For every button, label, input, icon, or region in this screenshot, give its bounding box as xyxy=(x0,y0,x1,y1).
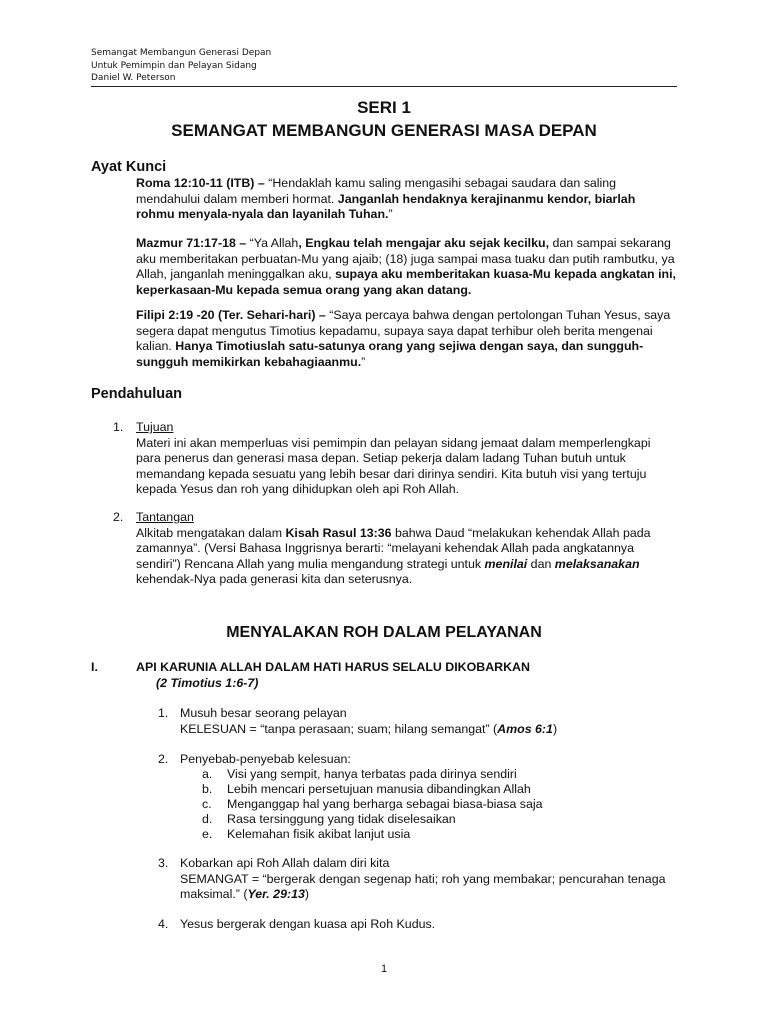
item-title: Tantangan xyxy=(136,510,194,524)
ayat-kunci-heading: Ayat Kunci xyxy=(91,159,167,175)
list-item-musuh: Musuh besar seorang pelayan KELESUAN = “tanpa perasaan; suam; hilang semangat” (Amos 6:1) xyxy=(180,706,558,736)
header-line-3: Daniel W. Peterson xyxy=(91,73,176,84)
list-number: 3. xyxy=(158,856,169,870)
list-number: 2. xyxy=(158,752,169,766)
list-item-tujuan xyxy=(136,420,676,498)
verse-mazmur: Mazmur 71:17-18 – “Ya Allah, Engkau telah mengajar aku sejak kecilku, dan sampai sekarang aku memberitakan perbuatan-Mu yang ajaib; (18) juga sampai masa tuaku dan putih rambutku, ya Allah, janganlah meninggalkan aku, supaya aku memberitakan kuasa-Mu kepada angkatan ini, keperkasaan-Mu kepada semua orang yang akan datang. xyxy=(136,236,676,297)
list-item-kobarkan: Kobarkan api Roh Allah dalam diri kita SEMANGAT = “bergerak dengan segenap hati; roh yang membakar; pencurahan tenaga maksimal.” (Yer. 29:13) xyxy=(180,856,666,901)
main-title: SEMANGAT MEMBANGUN GENERASI MASA DEPAN xyxy=(171,121,597,140)
pendahuluan-heading: Pendahuluan xyxy=(91,386,183,402)
list-number: 1. xyxy=(113,420,124,434)
header-line-1: Semangat Membangun Generasi Depan xyxy=(91,48,272,58)
sub-item: Kelemahan fisik akibat lanjut usia xyxy=(227,827,411,841)
roman-heading: API KARUNIA ALLAH DALAM HATI HARUS SELALU DIKOBARKAN (2 Timotius 1:6-7) xyxy=(136,660,530,690)
item-text: Materi ini akan memperluas visi pemimpin dan pelayan sidang jemaat dalam memperlengkapi para penerus dan generasi masa depan. Setiap pekerja dalam ladang Tuhan butuh untuk memandang kepada sesuatu yang lebih besar dari dirinya sendiri. Kita butuh visi yang tertuju kepada Yesus dan roh yang dihidupkan oleh api Roh Allah. xyxy=(136,435,651,496)
verse-filipi: Filipi 2:19 -20 (Ter. Sehari-hari) – “Saya percaya bahwa dengan pertolongan Tuhan Yesus, saya segera dapat mengutus Timotius kepadamu, supaya saya dapat terhibur oleh berita mengenai kalian. Hanya Timotiuslah satu-satunya orang yang sejiwa dengan saya, dan sungguh-sungguh memikirkan kebahagiaanmu.” xyxy=(136,308,671,369)
sub-item: Visi yang sempit, hanya terbatas pada dirinya sendiri xyxy=(227,767,517,781)
sub-letter: b. xyxy=(202,782,213,796)
list-item-tantangan xyxy=(136,510,676,588)
sub-letter: a. xyxy=(202,767,213,781)
header-rule xyxy=(91,86,677,87)
roman-numeral: I. xyxy=(91,660,98,674)
item-text: Alkitab mengatakan dalam Kisah Rasul 13:36 bahwa Daud “melakukan kehendak Allah pada zamannya”. (Versi Bahasa Inggrisnya berarti: “melayani kehendak Allah pada angkatannya sendiri”) Rencana Allah yang mulia mengandung strategi untuk menilai dan melaksanakan kehendak-Nya pada generasi kita dan seterusnya. xyxy=(136,525,651,586)
list-number: 1. xyxy=(158,706,169,720)
sub-letter: d. xyxy=(202,812,213,826)
sub-item: Rasa tersinggung yang tidak diselesaikan xyxy=(227,812,456,826)
sub-item: Menganggap hal yang berharga sebagai biasa-biasa saja xyxy=(227,797,543,811)
roman-ref: (2 Timotius 1:6-7) xyxy=(156,675,259,690)
series-title: SERI 1 xyxy=(357,98,411,117)
page-number: 1 xyxy=(380,963,388,975)
list-number: 2. xyxy=(113,510,124,524)
section-title: MENYALAKAN ROH DALAM PELAYANAN xyxy=(226,624,542,641)
sub-letter: e. xyxy=(202,827,213,841)
list-item-yesus: Yesus bergerak dengan kuasa api Roh Kudus. xyxy=(180,917,436,931)
sub-item: Lebih mencari persetujuan manusia dibandingkan Allah xyxy=(227,782,531,796)
list-item-penyebab: Penyebab-penyebab kelesuan: xyxy=(180,752,351,766)
list-number: 4. xyxy=(158,917,169,931)
header-line-2: Untuk Pemimpin dan Pelayan Sidang xyxy=(91,60,257,71)
item-title: Tujuan xyxy=(136,420,174,434)
sub-letter: c. xyxy=(202,797,212,811)
verse-roma: Roma 12:10-11 (ITB) – “Hendaklah kamu saling mengasihi sebagai saudara dan saling mendahului dalam memberi hormat. Janganlah hendaknya kerajinanmu kendor, biarlah rohmu menyala-nyala dan layanilah Tuhan.” xyxy=(136,176,636,221)
running-header xyxy=(91,47,271,85)
